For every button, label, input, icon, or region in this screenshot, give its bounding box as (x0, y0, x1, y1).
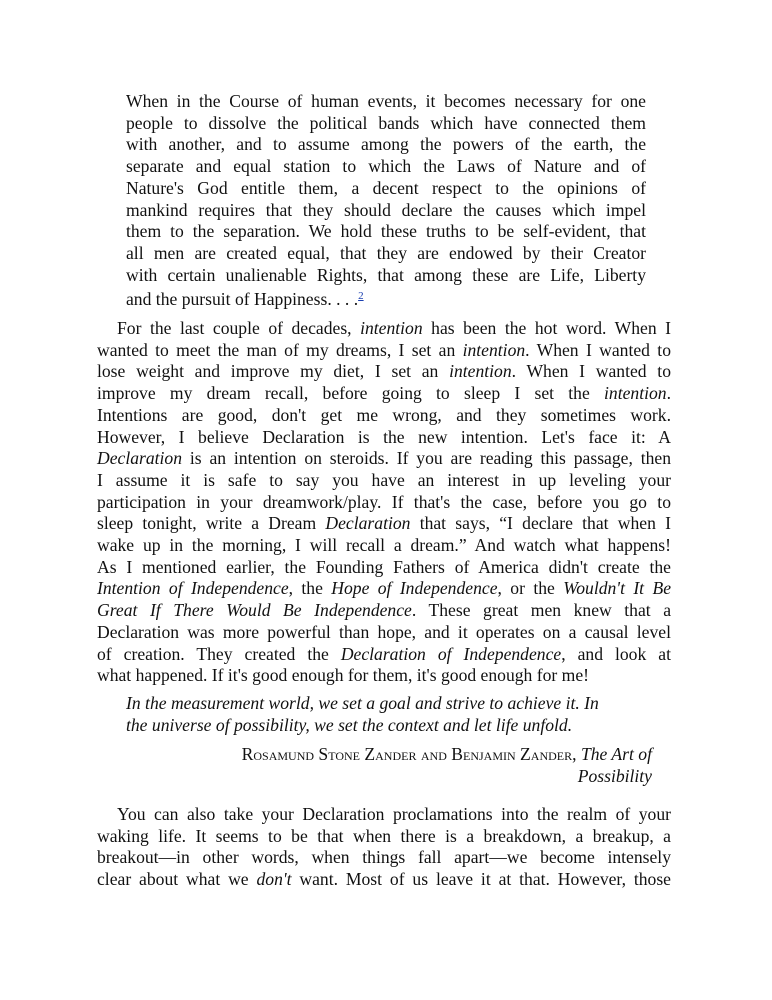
attribution-separator: , (572, 744, 581, 764)
text-run: clear about what we (97, 869, 257, 890)
text-run: . These great men knew that a (411, 600, 672, 621)
text-run: , or the (497, 578, 564, 599)
paragraph-line (97, 361, 671, 383)
text-run: of creation. They created the (97, 643, 341, 664)
quote-line: When in the Course of human events, it becomes necessary for one (126, 91, 646, 111)
quote-line: separate and equal station to which the Laws of Nature and of (126, 156, 646, 177)
paragraph-line (97, 448, 671, 470)
italic-run: Intention of Independence (97, 578, 289, 599)
epigraph-line: In the measurement world, we set a goal and strive to achieve it. In (126, 693, 599, 713)
quote-line: and the pursuit of Happiness. . . . (126, 289, 359, 310)
text-run: want. Most of us leave it at that. However, those (291, 869, 671, 890)
italic-run: Declaration (97, 448, 183, 469)
italic-run: intention (360, 318, 423, 338)
attribution-author: Rosamund Stone Zander and Benjamin Zander (241, 744, 573, 764)
italic-run: intention (462, 339, 526, 360)
text-run: For the last couple of decades, (117, 318, 361, 338)
quote-line: mankind requires that they should declare the causes which impel (126, 199, 646, 220)
paragraph-line (97, 383, 671, 405)
quote-line: with another, and to assume among the powers of the earth, the (126, 134, 646, 155)
paragraph-line: breakout—in other words, when things fall apart—we become intensely (97, 847, 671, 868)
text-run: lose weight and improve my diet, I set an (97, 361, 450, 382)
paragraph-line: wake up in the morning, I will recall a dream.” And watch what happens! (97, 535, 671, 556)
text-run: . When I wanted to (525, 339, 671, 360)
paragraph-line: You can also take your Declaration proclamations into the realm of your (117, 804, 671, 824)
text-run: improve my dream recall, before going to sleep I set the (97, 383, 605, 404)
quote-line: them to the separation. We hold these truths to be self-evident, that (126, 221, 646, 242)
paragraph-line (97, 578, 671, 600)
italic-run: Wouldn't It Be (563, 578, 671, 599)
paragraph-line: Intentions are good, don't get me wrong, and they sometimes work. (97, 404, 671, 425)
paragraph-line (97, 869, 671, 891)
italic-run: intention (449, 361, 512, 382)
text-run: that says, “I declare that when I (410, 513, 671, 534)
text-run: , the (288, 578, 332, 599)
text-run: is an intention on steroids. If you are reading this passage, then (182, 448, 671, 469)
quote-line: Nature's God entitle them, a decent respect to the opinions of (126, 177, 646, 198)
paragraph-line: participation in your dreamwork/play. If that's the case, before you go to (97, 491, 671, 512)
paragraph-line (97, 318, 671, 340)
paragraph-line: what happened. If it's good enough for them, it's good enough for me! (97, 665, 590, 686)
italic-run: Great If There Would Be Independence (97, 600, 412, 621)
quote-line: all men are created equal, that they are endowed by their Creator (126, 242, 646, 263)
footnote-link[interactable]: 2 (358, 290, 364, 303)
text-run: . When I wanted to (511, 361, 671, 382)
text-run: has been the hot word. When I (422, 318, 671, 338)
italic-run: intention (604, 383, 667, 404)
paragraph-line: However, I believe Declaration is the new intention. Let's face it: A (97, 426, 671, 447)
quote-line: people to dissolve the political bands which have connected them (126, 112, 646, 133)
paragraph-line (97, 600, 671, 622)
epigraph-quote (126, 693, 656, 736)
italic-run: Declaration of Independence (340, 643, 562, 664)
italic-run: Declaration (325, 513, 411, 534)
body-paragraph-intention (97, 318, 671, 687)
text-run: wanted to meet the man of my dreams, I set an (97, 339, 463, 360)
paragraph-line: I assume it is safe to say you have an interest in up leveling your (97, 469, 671, 490)
paragraph-line: waking life. It seems to be that when there is a breakdown, a breakup, a (97, 825, 671, 846)
italic-run: don't (256, 869, 292, 890)
paragraph-line (97, 644, 671, 666)
quote-line: with certain unalienable Rights, that among these are Life, Liberty (126, 264, 646, 285)
paragraph-line (97, 513, 671, 535)
attribution-work: The Art of (580, 744, 652, 764)
paragraph-line: Declaration was more powerful than hope, and it operates on a causal level (97, 621, 671, 642)
text-run: sleep tonight, write a Dream (97, 513, 326, 534)
declaration-block-quote (126, 91, 646, 311)
paragraph-line (97, 340, 671, 362)
body-paragraph-waking-life (97, 804, 671, 891)
attribution-work: Possibility (577, 765, 652, 786)
quote-last-line (126, 286, 646, 311)
epigraph-attribution (126, 744, 652, 787)
text-run: , and look at (561, 643, 671, 664)
epigraph-line: the universe of possibility, we set the context and let life unfold. (126, 714, 573, 735)
text-run: . (666, 383, 671, 404)
italic-run: Hope of Independence (331, 578, 498, 599)
paragraph-line: As I mentioned earlier, the Founding Fathers of America didn't create the (97, 556, 671, 577)
